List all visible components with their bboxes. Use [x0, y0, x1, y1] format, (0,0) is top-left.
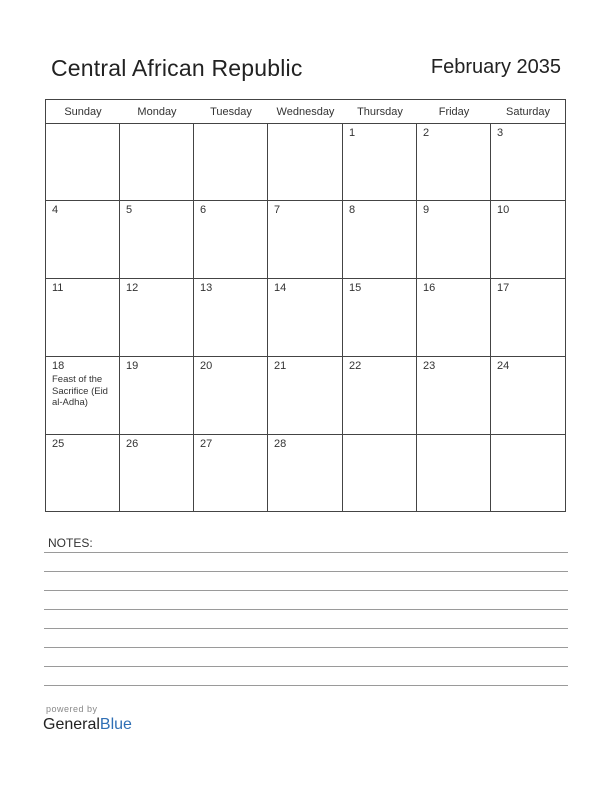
- day-cell: [120, 124, 194, 201]
- powered-by-text: powered by: [46, 704, 98, 714]
- day-cell: [491, 435, 565, 511]
- calendar-grid: [45, 99, 566, 512]
- day-number: 5: [126, 204, 133, 216]
- day-cell: [46, 124, 120, 201]
- brand-general-text: General: [43, 716, 100, 733]
- day-cell: [46, 357, 120, 435]
- day-cell: [268, 357, 343, 435]
- day-number: 7: [274, 204, 281, 216]
- day-cell: [120, 279, 194, 357]
- day-number: 26: [126, 438, 139, 450]
- day-cell: [417, 435, 491, 511]
- day-number: 4: [52, 204, 59, 216]
- notes-line: [44, 647, 568, 648]
- notes-label: NOTES:: [48, 536, 93, 550]
- day-number: 12: [126, 282, 139, 294]
- calendar-country-title: Central African Republic: [51, 55, 303, 81]
- day-number: 19: [126, 360, 139, 372]
- day-number: 20: [200, 360, 213, 372]
- day-cell: [417, 279, 491, 357]
- brand-blue-text: Blue: [99, 716, 132, 733]
- day-cell: [268, 279, 343, 357]
- day-cell: [46, 201, 120, 279]
- day-number: 22: [349, 360, 362, 372]
- day-cell: [491, 124, 565, 201]
- notes-line: [44, 552, 568, 553]
- day-number: 25: [52, 438, 65, 450]
- day-number: 14: [274, 282, 287, 294]
- day-number: 2: [423, 127, 430, 139]
- day-number: 10: [497, 204, 510, 216]
- weekday-header: Tuesday: [194, 100, 268, 124]
- weekday-header: Friday: [417, 100, 491, 124]
- day-cell: [268, 124, 343, 201]
- weekday-header: Wednesday: [268, 100, 343, 124]
- day-cell: [120, 201, 194, 279]
- day-cell: [417, 124, 491, 201]
- notes-line: [44, 609, 568, 610]
- notes-line: [44, 628, 568, 629]
- day-number: 3: [497, 127, 504, 139]
- day-cell: [343, 435, 417, 511]
- day-number: 11: [52, 282, 64, 294]
- day-cell: [343, 357, 417, 435]
- day-cell: [268, 201, 343, 279]
- weekday-header: Thursday: [343, 100, 417, 124]
- day-number: 18: [52, 360, 65, 372]
- day-number: 8: [349, 204, 356, 216]
- day-number: 6: [200, 204, 207, 216]
- day-cell: [491, 279, 565, 357]
- day-cell: [46, 279, 120, 357]
- day-number: 9: [423, 204, 430, 216]
- day-number: 28: [274, 438, 287, 450]
- day-cell: [417, 357, 491, 435]
- day-cell: [268, 435, 343, 511]
- day-number: 24: [497, 360, 510, 372]
- day-cell: [343, 279, 417, 357]
- day-cell: [491, 201, 565, 279]
- day-cell: [194, 357, 268, 435]
- day-cell: [491, 357, 565, 435]
- day-cell: [343, 201, 417, 279]
- notes-line: [44, 666, 568, 667]
- day-cell: [120, 435, 194, 511]
- day-number: 17: [497, 282, 510, 294]
- day-number: 21: [274, 360, 287, 372]
- weekday-header: Saturday: [491, 100, 565, 124]
- notes-line: [44, 590, 568, 591]
- calendar-month-year: February 2035: [430, 56, 561, 78]
- day-cell: [417, 201, 491, 279]
- day-number: 23: [423, 360, 436, 372]
- holiday-label: Feast of the Sacrifice (Eid al-Adha): [52, 374, 108, 408]
- day-number: 16: [423, 282, 436, 294]
- day-cell: [343, 124, 417, 201]
- notes-line: [44, 571, 568, 572]
- day-cell: [194, 435, 268, 511]
- day-number: 13: [200, 282, 213, 294]
- weekday-header: Monday: [120, 100, 194, 124]
- day-cell: [46, 435, 120, 511]
- notes-line: [44, 685, 568, 686]
- day-cell: [194, 279, 268, 357]
- day-number: 15: [349, 282, 362, 294]
- day-cell: [120, 357, 194, 435]
- generalblue-logo[interactable]: [43, 716, 132, 734]
- weekday-header: Sunday: [46, 100, 120, 124]
- day-number: 27: [200, 438, 213, 450]
- day-cell: [194, 124, 268, 201]
- day-cell: [194, 201, 268, 279]
- day-number: 1: [349, 127, 356, 139]
